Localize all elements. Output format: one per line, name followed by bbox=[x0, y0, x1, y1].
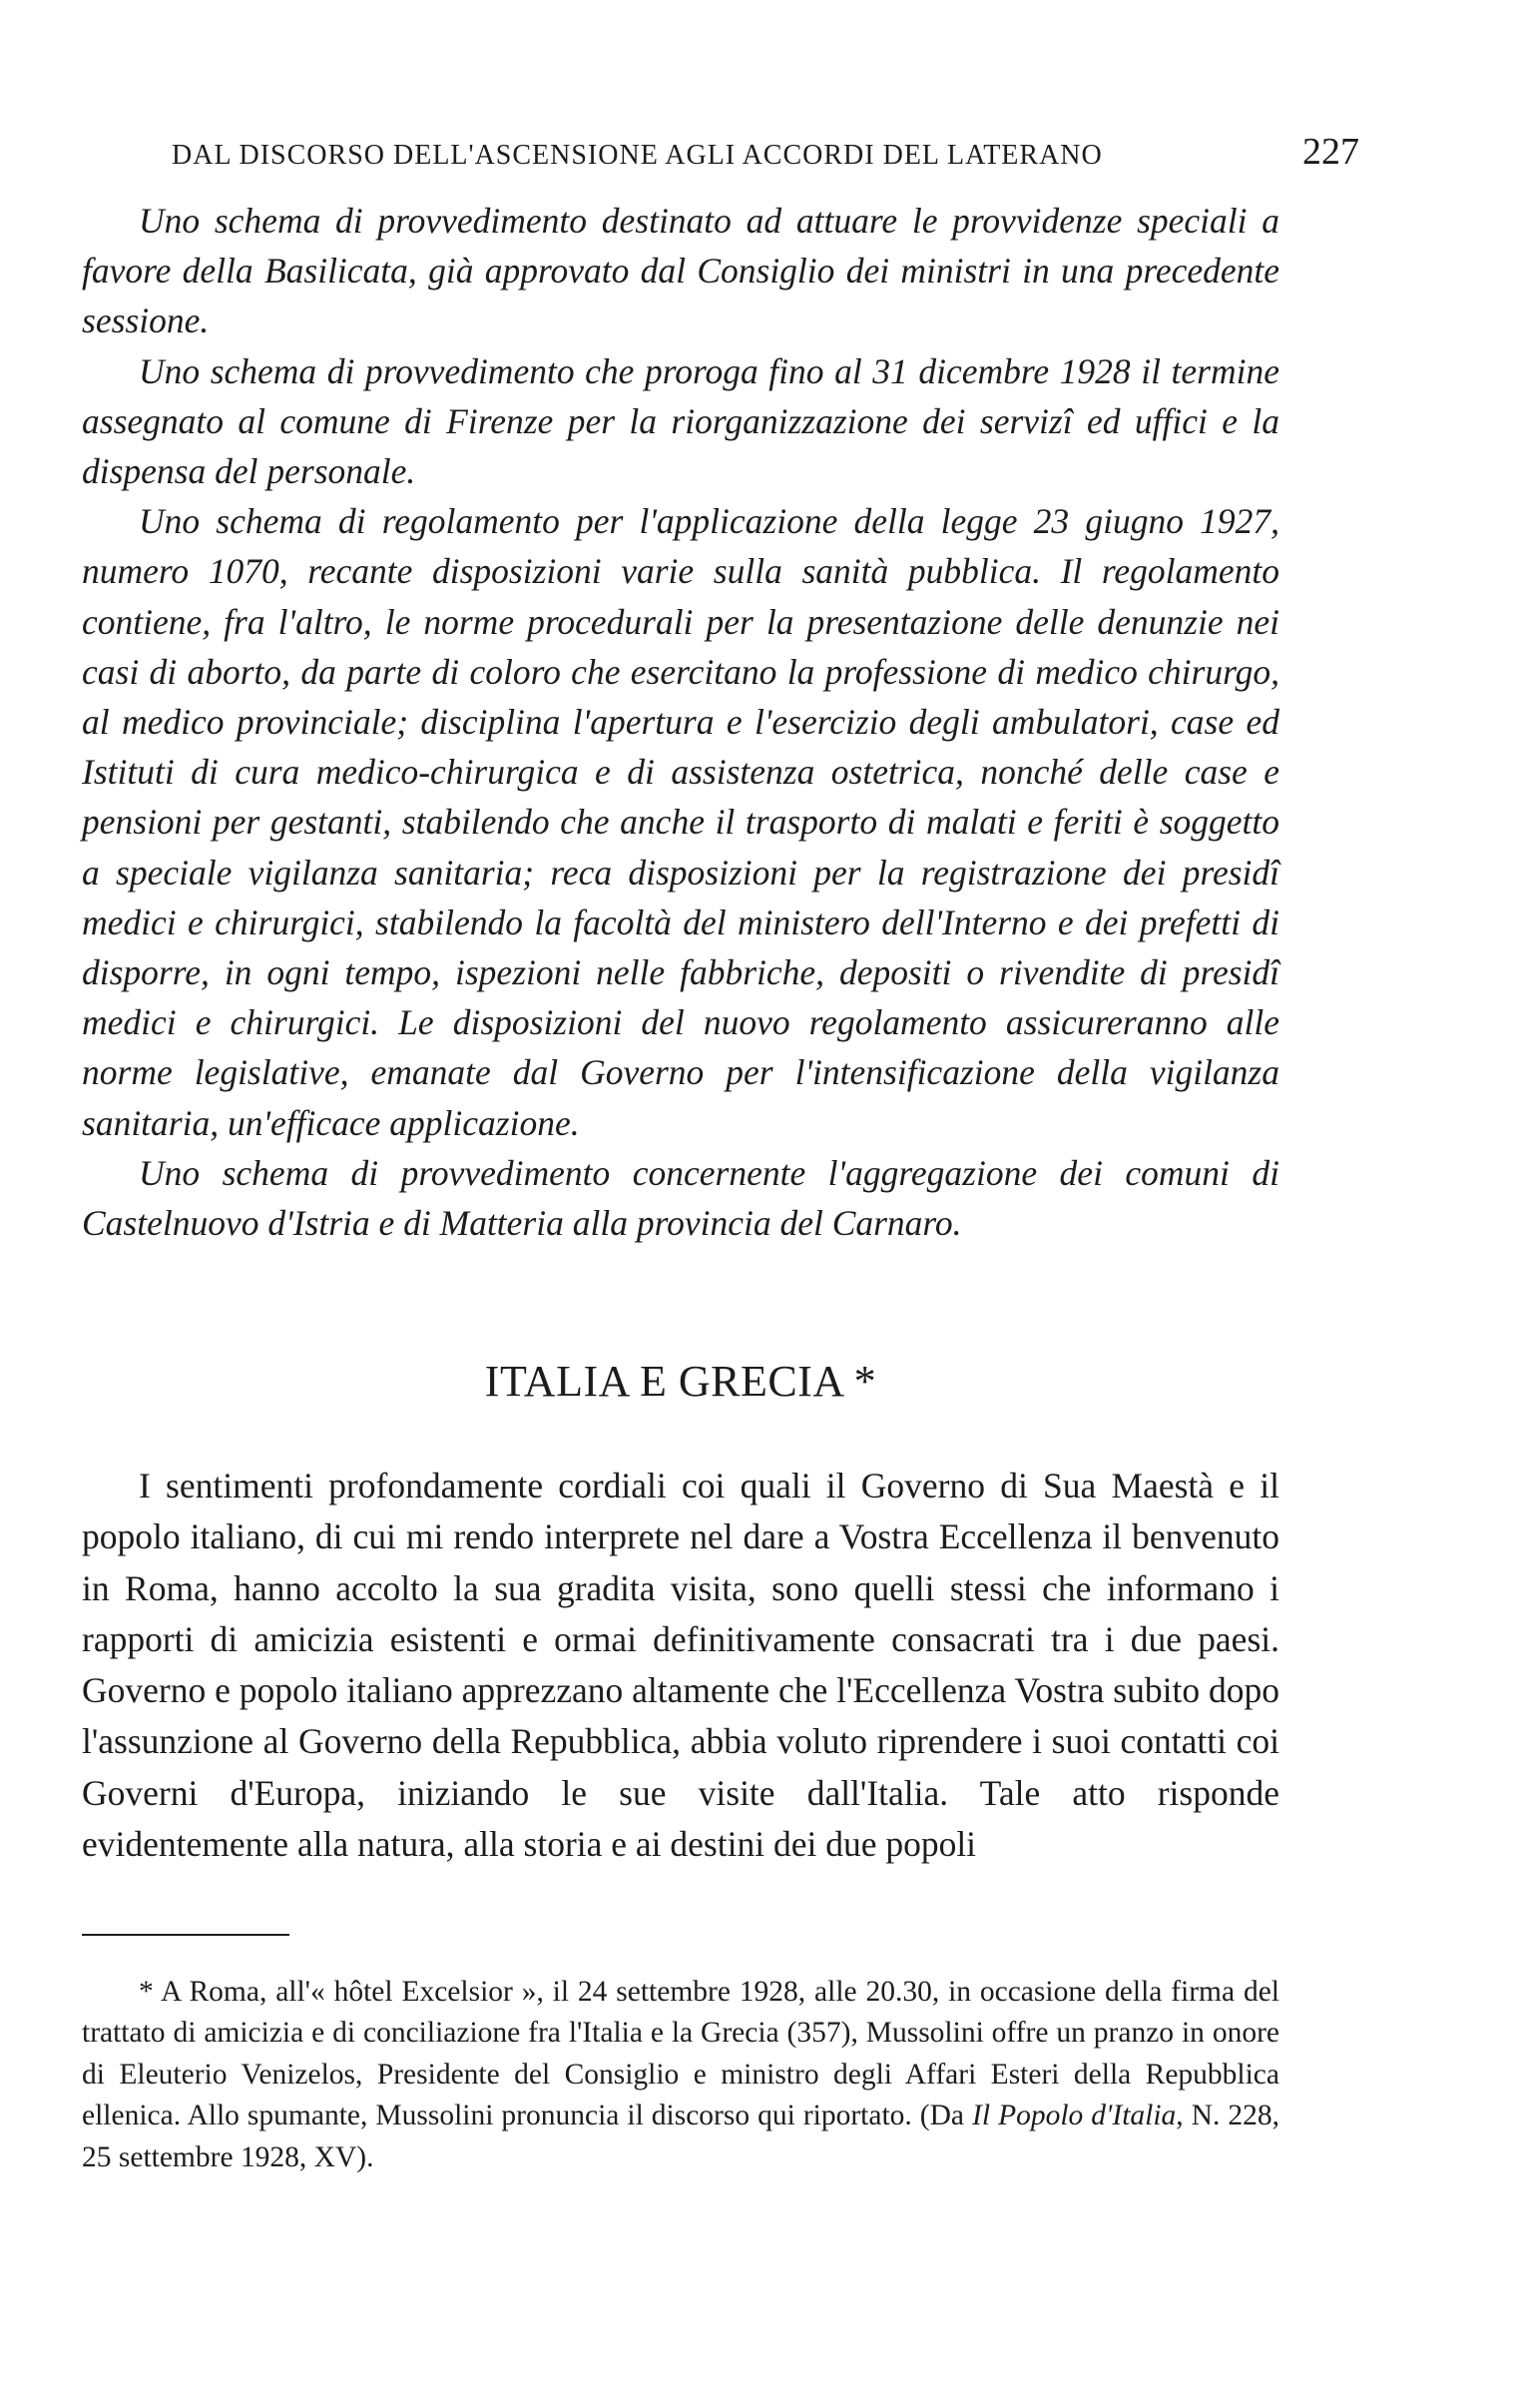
provision-paragraph: Uno schema di provvedimento destinato ad attuare le provvidenze speciali a favore della Basilicata, già approvato dal Consiglio dei ministri in una precedente sessione. bbox=[82, 201, 1279, 341]
footnote-source-title: Il Popolo d'Italia bbox=[972, 2100, 1177, 2132]
page-number: 227 bbox=[1302, 131, 1359, 173]
footnote-text: * A Roma, all'« hôtel Excelsior », il 24 settembre 1928, alle 20.30, in occasione della firma del trattato di amicizia e di conciliazione fra l'Italia e la Grecia (357), Mussolini offre un pranzo in onore di Eleuterio Venizelos, Presidente del Consiglio e ministro degli Affari Esteri della Repubblica ellenica. Allo spumante, Mussolini pronuncia il discorso qui riportato. (Da bbox=[82, 1976, 1279, 2132]
speech-text bbox=[82, 1461, 1279, 1870]
book-page bbox=[82, 0, 1359, 2408]
provision-paragraph: Uno schema di provvedimento che proroga fino al 31 dicembre 1928 il termine assegnato al comune di Firenze per la riorganizzazione dei servizî ed uffici e la dispensa del personale. bbox=[82, 350, 1279, 492]
italic-provisions-list bbox=[82, 196, 1279, 1248]
footnote-paragraph bbox=[82, 1972, 1279, 2178]
running-header bbox=[172, 130, 1359, 174]
provision-paragraph: Uno schema di provvedimento concernente l'aggregazione dei comuni di Castelnuovo d'Istria e di Matteria alla provincia del Carnaro. bbox=[82, 1152, 1279, 1244]
section-title: ITALIA E GRECIA * bbox=[484, 1357, 877, 1406]
provision-paragraph: Uno schema di regolamento per l'applicazione della legge 23 giugno 1927, numero 1070, recante disposizioni varie sulla sanità pubblica. Il regolamento contiene, fra l'altro, le norme procedurali per la presentazione delle denunzie nei casi di aborto, da parte di coloro che esercitano la professione di medico chirurgo, al medico provinciale; disciplina l'apertura e l'esercizio degli ambulatori, case ed Istituti di cura medico-chirurgica e di assistenza ostetrica, nonché delle case e pensioni per gestanti, stabilendo che anche il trasporto di malati e feriti è soggetto a speciale vigilanza sanitaria; reca disposizioni per la registrazione dei presidî medici e chirurgici, stabilendo la facoltà del ministero dell'Interno e dei prefetti di disporre, in ogni tempo, ispezioni nelle fabbriche, depositi o rivendite di presidî medici e chirurgici. Le disposizioni del nuovo regolamento assicureranno alle norme legislative, emanate dal Governo per l'intensificazione della vigilanza sanitaria, un'efficace applicazione. bbox=[82, 501, 1279, 1143]
footnote-divider bbox=[82, 1934, 289, 1936]
speech-paragraph: I sentimenti profondamente cordiali coi quali il Governo di Sua Maestà e il popolo italiano, di cui mi rendo interprete nel dare a Vostra Eccellenza il benvenuto in Roma, hanno accolto la sua gradita visita, sono quelli stessi che informano i rapporti di amicizia esistenti e ormai definitivamente consacrati tra i due paesi. Governo e popolo italiano apprezzano altamente che l'Eccellenza Vostra subito dopo l'assunzione al Governo della Repubblica, abbia voluto riprendere i suoi contatti coi Governi d'Europa, iniziando le sue visite dall'Italia. Tale atto risponde evidentemente alla natura, alla storia e ai destini dei due popoli bbox=[82, 1466, 1279, 1865]
footnote-source-tail: , N. 228, 25 settembre 1928, XV). bbox=[82, 2100, 1279, 2173]
footnote bbox=[82, 1972, 1279, 2178]
running-title: DAL DISCORSO DELL'ASCENSIONE AGLI ACCORDI DEL LATERANO bbox=[172, 140, 1103, 171]
